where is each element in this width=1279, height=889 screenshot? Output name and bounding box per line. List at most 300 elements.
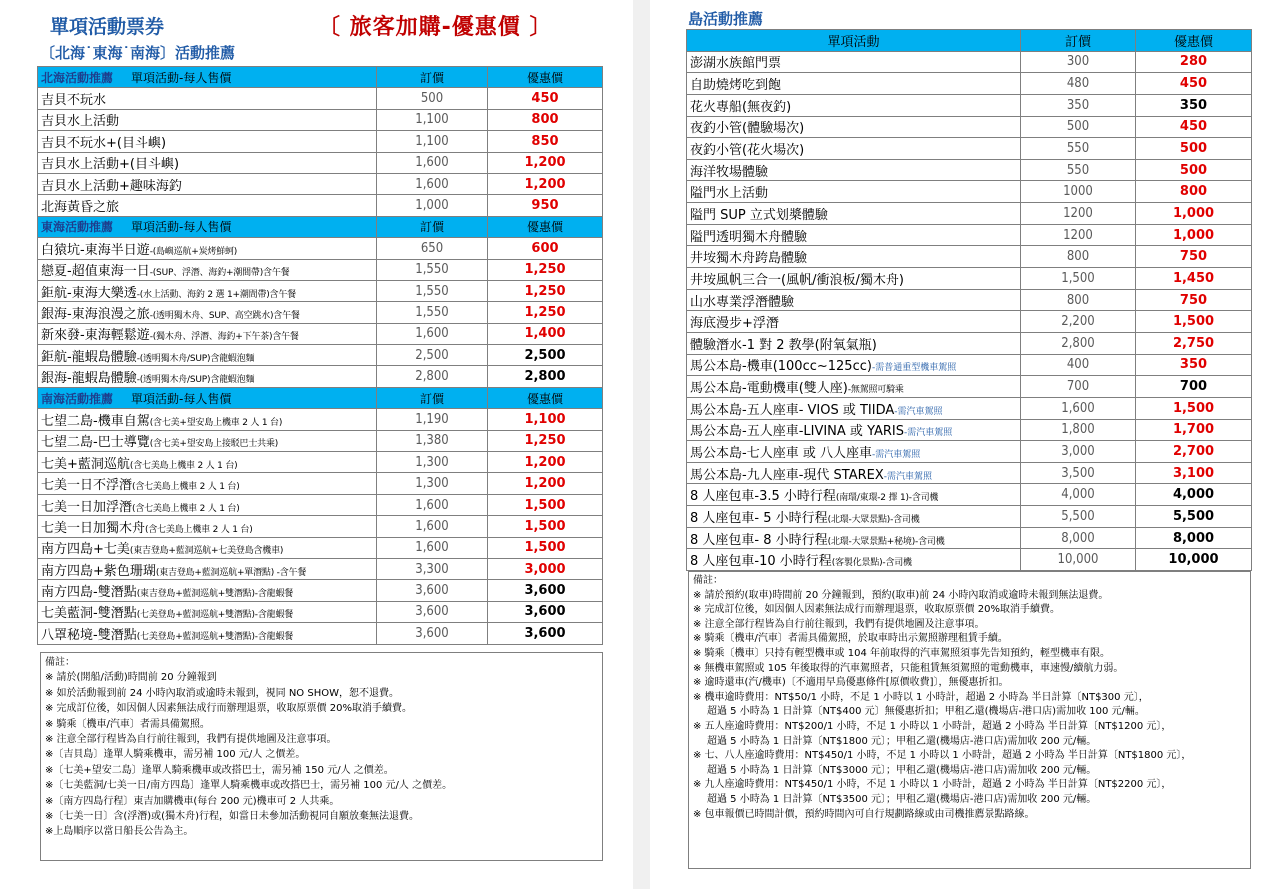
note-line: 超過 5 小時為 1 日計算〔NT$1800 元〕；甲租乙還(機場店-港口店)需加收 200 元/輛。 bbox=[707, 735, 1097, 747]
list-price: 1,600 bbox=[377, 537, 488, 558]
sale-price: 1,200 bbox=[488, 173, 603, 194]
activity-name: 鉅航-龍蝦島體驗 bbox=[41, 349, 137, 365]
activity-note: -(透明獨木舟/SUP)含龍蝦泡麵 bbox=[136, 375, 255, 386]
activity-note: (含七美島上機車 2 人 1 台) bbox=[145, 524, 253, 535]
activity-name: 馬公本島-電動機車(雙人座) bbox=[690, 381, 848, 397]
activity-name-cell bbox=[687, 159, 1021, 181]
activity-name: 吉貝水上活動+(目斗嶼) bbox=[41, 157, 180, 173]
sale-price: 500 bbox=[1136, 138, 1252, 160]
activity-note: (七美登島+藍洞巡航+雙潛點)-含龍蝦餐 bbox=[136, 610, 294, 621]
activity-name: 馬公本島-五人座車- VIOS 或 TIIDA bbox=[690, 402, 895, 418]
table-row bbox=[687, 224, 1252, 246]
activity-note: (北環-大眾景點)-含司機 bbox=[827, 514, 920, 525]
list-price: 1,600 bbox=[377, 516, 488, 537]
note-line: ※〔七美+望安二島〕逢單人騎乘機車或改搭巴士，需另補 150 元/人 之價差。 bbox=[45, 764, 394, 776]
activity-name-cell bbox=[38, 558, 377, 579]
list-price: 1000 bbox=[1021, 181, 1136, 203]
table-row bbox=[38, 580, 603, 601]
note-line: ※〔南方四島行程〕東吉加購機車(每台 200 元)機車可 2 人共乘。 bbox=[45, 795, 340, 807]
table-row bbox=[687, 138, 1252, 160]
activity-name-cell bbox=[687, 224, 1021, 246]
activity-name-cell bbox=[38, 109, 377, 130]
sale-price: 1,200 bbox=[488, 452, 603, 473]
sale-price: 1,500 bbox=[488, 516, 603, 537]
note-line: ※ 請於(開船/活動)時間前 20 分鐘報到 bbox=[45, 672, 217, 684]
activity-note: -需汽車駕照 bbox=[883, 471, 932, 482]
activity-name-cell bbox=[687, 506, 1021, 528]
activity-name-cell bbox=[38, 366, 377, 387]
activity-name: 8 人座包車-3.5 小時行程 bbox=[690, 489, 836, 505]
activity-name-cell bbox=[38, 195, 377, 216]
note-line: ※ 騎乘〔機車〕只持有輕型機車或 104 年前取得的汽車駕照須事先告知預約，輕型機車有限。 bbox=[693, 647, 1111, 659]
list-price: 2,800 bbox=[1021, 332, 1136, 354]
sale-price: 3,100 bbox=[1136, 462, 1252, 484]
list-price: 1200 bbox=[1021, 203, 1136, 225]
table-row bbox=[687, 527, 1252, 549]
note-line: ※ 注意全部行程皆為自行前往報到，我們有提供地圖及注意事項。 bbox=[45, 734, 337, 746]
list-price: 800 bbox=[1021, 289, 1136, 311]
list-price: 3,300 bbox=[377, 558, 488, 579]
activity-note: (含七美島上機車 2 人 1 台) bbox=[129, 460, 238, 471]
activity-name-cell bbox=[38, 238, 377, 259]
activity-name-cell bbox=[687, 181, 1021, 203]
activity-note: -需汽車駕照 bbox=[871, 449, 921, 460]
table-row bbox=[687, 181, 1252, 203]
activity-name-cell bbox=[38, 409, 377, 430]
col-header-price: 訂價 bbox=[377, 387, 488, 408]
note-line: ※ 注意全部行程皆為自行前往報到，我們有提供地圖及注意事項。 bbox=[693, 618, 985, 630]
list-price: 650 bbox=[377, 238, 488, 259]
activity-name: 自助燒烤吃到飽 bbox=[690, 78, 782, 94]
table-row bbox=[687, 73, 1252, 95]
list-price: 1,550 bbox=[377, 259, 488, 280]
activity-name-cell bbox=[38, 430, 377, 451]
activity-name: 戀夏-超值東海一日 bbox=[41, 264, 150, 280]
list-price: 3,600 bbox=[377, 623, 488, 644]
activity-note: (客製化景點)-含司機 bbox=[831, 558, 912, 569]
sale-price: 500 bbox=[1136, 159, 1252, 181]
sale-price: 750 bbox=[1136, 246, 1252, 268]
list-price: 1,550 bbox=[377, 280, 488, 301]
note-line: ※ 機車逾時費用：NT$50/1 小時，不足 1 小時以 1 小時計，超過 2 小時為 半日計算〔NT$300 元〕， bbox=[693, 691, 1149, 703]
note-line: ※ 九人座逾時費用：NT$450/1 小時，不足 1 小時以 1 小時計，超過 2 小時為 半日計算〔NT$2200 元〕， bbox=[693, 779, 1172, 791]
section-header bbox=[38, 216, 603, 237]
table-row bbox=[38, 195, 603, 216]
activity-name: 七美藍洞-雙潛點 bbox=[41, 606, 137, 622]
note-line: 超過 5 小時為 1 日計算〔NT$3000 元〕；甲租乙還(機場店-港口店)需加收 200 元/輛。 bbox=[707, 764, 1097, 776]
sale-price: 700 bbox=[1136, 376, 1252, 398]
col-header-sale: 優惠價 bbox=[488, 387, 603, 408]
list-price: 8,000 bbox=[1021, 527, 1136, 549]
section-title bbox=[38, 67, 377, 88]
sale-price: 1,200 bbox=[488, 152, 603, 173]
sale-price: 1,450 bbox=[1136, 268, 1252, 290]
sale-price: 1,000 bbox=[1136, 203, 1252, 225]
sale-price: 8,000 bbox=[1136, 527, 1252, 549]
sale-price: 450 bbox=[1136, 116, 1252, 138]
sale-price: 3,600 bbox=[488, 580, 603, 601]
list-price: 10,000 bbox=[1021, 549, 1136, 571]
list-price: 5,500 bbox=[1021, 506, 1136, 528]
list-price: 1,190 bbox=[377, 409, 488, 430]
activity-name-cell bbox=[38, 601, 377, 622]
page-title: 單項活動票券 bbox=[50, 16, 165, 38]
note-line: ※ 如於活動報到前 24 小時內取消或逾時未報到，視同 NO SHOW，恕不退費。 bbox=[45, 687, 399, 699]
table-row bbox=[38, 280, 603, 301]
activity-name: 吉貝不玩水 bbox=[41, 93, 107, 109]
activity-name-cell bbox=[687, 462, 1021, 484]
activity-name: 8 人座包車- 8 小時行程 bbox=[690, 532, 828, 548]
activity-name: 8 人座包車-10 小時行程 bbox=[690, 554, 832, 570]
activity-name: 體驗潛水-1 對 2 教學(附氧氣瓶) bbox=[690, 337, 877, 353]
list-price: 4,000 bbox=[1021, 484, 1136, 506]
list-price: 700 bbox=[1021, 376, 1136, 398]
table-row bbox=[687, 397, 1252, 419]
activity-name: 8 人座包車- 5 小時行程 bbox=[690, 510, 828, 526]
list-price: 1,600 bbox=[377, 152, 488, 173]
activity-name-cell bbox=[687, 397, 1021, 419]
table-row bbox=[687, 484, 1252, 506]
note-line: 備註： bbox=[693, 575, 723, 586]
activity-name: 山水專業浮潛體驗 bbox=[690, 294, 795, 310]
table-row bbox=[687, 116, 1252, 138]
section-desc: 單項活動-每人售價 bbox=[131, 220, 232, 235]
sale-price: 1,500 bbox=[1136, 397, 1252, 419]
table-row bbox=[687, 506, 1252, 528]
sale-price: 280 bbox=[1136, 51, 1252, 73]
activity-name-cell bbox=[38, 173, 377, 194]
table-row bbox=[38, 152, 603, 173]
activity-name-cell bbox=[687, 354, 1021, 376]
activity-note: -(透明獨木舟/SUP)含龍蝦泡麵 bbox=[136, 353, 255, 364]
list-price: 480 bbox=[1021, 73, 1136, 95]
note-line: ※ 七、八人座逾時費用：NT$450/1 小時，不足 1 小時以 1 小時計，超過 2 小時為 半日計算〔NT$1800 元〕， bbox=[693, 750, 1192, 762]
table-row bbox=[38, 558, 603, 579]
note-line: ※ 包車報價已時間計價，預約時間內可自行規劃路線或由司機推薦景點路線。 bbox=[693, 808, 1035, 820]
sale-price: 1,100 bbox=[488, 409, 603, 430]
col-header-price: 訂價 bbox=[377, 67, 488, 88]
table-row bbox=[687, 441, 1252, 463]
note-line: 超過 5 小時為 1 日計算〔NT$400 元〕無優惠折扣；甲租乙還(機場店-港口店)需加收 100 元/輛。 bbox=[707, 706, 1145, 718]
table-row bbox=[38, 366, 603, 387]
activity-name: 七望二島-機車自駕 bbox=[41, 413, 150, 429]
activity-note: -需普通重型機車駕照 bbox=[871, 363, 957, 374]
list-price: 500 bbox=[1021, 116, 1136, 138]
table-row bbox=[38, 473, 603, 494]
activity-name: 馬公本島-五人座車-LIVINA 或 YARIS bbox=[690, 424, 905, 440]
table-row bbox=[38, 601, 603, 622]
list-price: 3,000 bbox=[1021, 441, 1136, 463]
sale-price: 1,250 bbox=[488, 280, 603, 301]
table-row bbox=[687, 549, 1252, 571]
sale-price: 450 bbox=[1136, 73, 1252, 95]
activity-name: 銀海-東海浪漫之旅 bbox=[41, 306, 150, 322]
activity-note: -(獨木舟、浮潛、海釣+下午茶)含午餐 bbox=[149, 332, 299, 343]
activity-name-cell bbox=[38, 516, 377, 537]
activity-name-cell bbox=[687, 484, 1021, 506]
sale-price: 600 bbox=[488, 238, 603, 259]
activity-name-cell bbox=[687, 376, 1021, 398]
sale-price: 350 bbox=[1136, 94, 1252, 116]
activity-name: 七美一日加獨木舟 bbox=[41, 520, 146, 536]
sale-price: 800 bbox=[488, 109, 603, 130]
table-row bbox=[38, 430, 603, 451]
col-header-sale: 優惠價 bbox=[488, 216, 603, 237]
sale-price: 800 bbox=[1136, 181, 1252, 203]
left-page bbox=[0, 0, 633, 889]
sale-price: 3,600 bbox=[488, 623, 603, 644]
list-price: 3,600 bbox=[377, 580, 488, 601]
activity-name: 海洋牧場體驗 bbox=[690, 164, 769, 180]
activity-name: 馬公本島-機車(100cc~125cc) bbox=[690, 359, 872, 375]
activity-name-cell bbox=[687, 527, 1021, 549]
activity-name: 七美一日不浮潛 bbox=[41, 478, 133, 494]
activity-name: 南方四島-雙潛點 bbox=[41, 585, 137, 601]
note-line: ※ 逾時還車(汽/機車)〔不適用早鳥優惠條件[原價收費]〕，無優惠折扣。 bbox=[693, 677, 1009, 689]
activity-name: 井垵獨木舟跨島體驗 bbox=[690, 251, 808, 267]
sale-price: 1,400 bbox=[488, 323, 603, 344]
list-price: 800 bbox=[1021, 246, 1136, 268]
table-row bbox=[687, 419, 1252, 441]
list-price: 2,200 bbox=[1021, 311, 1136, 333]
list-price: 1,000 bbox=[377, 195, 488, 216]
list-price: 1,300 bbox=[377, 473, 488, 494]
activity-name-cell bbox=[687, 549, 1021, 571]
activity-note: (含七美+望安島上接駁巴士共乘) bbox=[149, 439, 279, 450]
activity-name: 吉貝水上活動 bbox=[41, 114, 120, 130]
table-row bbox=[687, 289, 1252, 311]
table-row bbox=[687, 332, 1252, 354]
section-title bbox=[38, 216, 377, 237]
activity-name: 馬公本島-七人座車 或 八人座車 bbox=[690, 445, 872, 461]
table-row bbox=[687, 51, 1252, 73]
activity-name-cell bbox=[38, 452, 377, 473]
activity-note: (東吉登島+藍洞巡航+七美登島含機車) bbox=[129, 546, 284, 557]
activity-name: 夜釣小管(體驗場次) bbox=[690, 121, 805, 137]
table-row bbox=[38, 516, 603, 537]
activity-name-cell bbox=[38, 280, 377, 301]
note-line: ※ 完成訂位後，如因個人因素無法成行而辦理退票，收取原票價 20%取消手續費。 bbox=[45, 703, 412, 715]
activity-note: -需汽車駕照 bbox=[904, 428, 953, 439]
sale-price: 1,000 bbox=[1136, 224, 1252, 246]
activity-name-cell bbox=[687, 116, 1021, 138]
right-page-title: 島活動推薦 bbox=[688, 10, 764, 28]
activity-name-cell bbox=[38, 345, 377, 366]
activity-name-cell bbox=[38, 623, 377, 644]
sale-price: 1,500 bbox=[1136, 311, 1252, 333]
sale-price: 2,500 bbox=[488, 345, 603, 366]
table-row bbox=[687, 376, 1252, 398]
activity-name-cell bbox=[687, 138, 1021, 160]
list-price: 1,600 bbox=[1021, 397, 1136, 419]
list-price: 1,600 bbox=[377, 173, 488, 194]
activity-name: 七望二島-巴士導覽 bbox=[41, 435, 150, 451]
activity-name: 夜釣小管(花火場次) bbox=[690, 143, 805, 159]
list-price: 1,800 bbox=[1021, 419, 1136, 441]
sale-price: 3,000 bbox=[488, 558, 603, 579]
activity-name: 鉅航-東海大樂透 bbox=[41, 285, 137, 301]
activity-name-cell bbox=[38, 259, 377, 280]
activity-name: 隘門透明獨木舟體驗 bbox=[690, 229, 808, 245]
activity-name: 南方四島+七美 bbox=[41, 542, 130, 558]
activity-note: -(透明獨木舟、SUP、高空跳水)含午餐 bbox=[149, 310, 300, 321]
activity-name: 新來發-東海輕鬆遊 bbox=[41, 328, 150, 344]
list-price: 350 bbox=[1021, 94, 1136, 116]
list-price: 1,380 bbox=[377, 430, 488, 451]
activity-name: 八罩秘境-雙潛點 bbox=[41, 627, 137, 643]
activity-note: (含七美島上機車 2 人 1 台) bbox=[132, 482, 240, 493]
left-price-table bbox=[37, 66, 603, 645]
list-price: 1200 bbox=[1021, 224, 1136, 246]
table-row bbox=[687, 203, 1252, 225]
right-notes-box bbox=[688, 571, 1251, 869]
table-row bbox=[687, 462, 1252, 484]
table-row bbox=[38, 302, 603, 323]
activity-name-cell bbox=[38, 152, 377, 173]
list-price: 2,500 bbox=[377, 345, 488, 366]
note-line: ※〔七美一日〕含(浮潛)或(獨木舟)行程，如當日未參加活動視同自願放棄無法退費。 bbox=[45, 811, 419, 823]
table-row bbox=[38, 131, 603, 152]
activity-name: 隘門 SUP 立式划槳體驗 bbox=[690, 207, 828, 223]
activity-name-cell bbox=[38, 302, 377, 323]
sale-price: 4,000 bbox=[1136, 484, 1252, 506]
activity-name-cell bbox=[687, 441, 1021, 463]
activity-note: (七美登島+藍洞巡航+雙潛點)-含龍蝦餐 bbox=[136, 631, 294, 642]
list-price: 3,600 bbox=[377, 601, 488, 622]
activity-name-cell bbox=[38, 88, 377, 109]
note-line: ※ 請於預約(取車)時間前 20 分鐘報到，預約(取車)前 24 小時內取消或逾時未報到無法退費。 bbox=[693, 589, 1109, 601]
sale-price: 5,500 bbox=[1136, 506, 1252, 528]
sale-price: 450 bbox=[488, 88, 603, 109]
activity-name: 吉貝不玩水+(目斗嶼) bbox=[41, 135, 167, 151]
list-price: 1,550 bbox=[377, 302, 488, 323]
table-row bbox=[38, 109, 603, 130]
table-row bbox=[687, 311, 1252, 333]
sale-price: 1,500 bbox=[488, 537, 603, 558]
table-row bbox=[38, 238, 603, 259]
section-desc: 單項活動-每人售價 bbox=[131, 70, 232, 85]
list-price: 2,800 bbox=[377, 366, 488, 387]
activity-name-cell bbox=[38, 323, 377, 344]
activity-name-cell bbox=[687, 289, 1021, 311]
activity-name: 銀海-龍蝦島體驗 bbox=[41, 371, 137, 387]
sale-price: 1,250 bbox=[488, 302, 603, 323]
page-subtitle: 〔北海˙東海˙南海〕活動推薦 bbox=[40, 44, 236, 62]
sale-price: 2,800 bbox=[488, 366, 603, 387]
activity-name-cell bbox=[687, 51, 1021, 73]
table-row bbox=[38, 452, 603, 473]
right-table-header bbox=[687, 30, 1252, 52]
table-row bbox=[687, 246, 1252, 268]
list-price: 300 bbox=[1021, 51, 1136, 73]
table-row bbox=[38, 537, 603, 558]
activity-note: -(島嶼巡航+炭烤鮮蚵) bbox=[149, 246, 238, 257]
section-header bbox=[38, 67, 603, 88]
table-row bbox=[38, 259, 603, 280]
note-line: 超過 5 小時為 1 日計算〔NT$3500 元〕；甲租乙還(機場店-港口店)需加收 200 元/輛。 bbox=[707, 793, 1097, 805]
note-line: ※〔吉貝島〕逢單人騎乘機車，需另補 100 元/人 之價差。 bbox=[45, 749, 306, 761]
activity-note: (北環-大眾景點+秘境)-含司機 bbox=[827, 536, 945, 547]
sale-price: 1,250 bbox=[488, 259, 603, 280]
list-price: 1,100 bbox=[377, 109, 488, 130]
section-header bbox=[38, 387, 603, 408]
list-price: 3,500 bbox=[1021, 462, 1136, 484]
table-row bbox=[687, 159, 1252, 181]
activity-name: 七美一日加浮潛 bbox=[41, 499, 133, 515]
activity-note: (南環/東環-2 擇 1)-含司機 bbox=[835, 493, 939, 504]
sale-price: 2,750 bbox=[1136, 332, 1252, 354]
list-price: 1,500 bbox=[1021, 268, 1136, 290]
note-line: ※ 五人座逾時費用：NT$200/1 小時，不足 1 小時以 1 小時計，超過 2 小時為 半日計算〔NT$1200 元〕， bbox=[693, 720, 1172, 732]
note-line: ※ 騎乘〔機車/汽車〕者需具備駕照，於取車時出示駕照辦理租賃手續。 bbox=[693, 633, 1008, 645]
note-line: ※上島順序以當日船長公告為主。 bbox=[45, 826, 194, 838]
sale-price: 350 bbox=[1136, 354, 1252, 376]
col-header-activity: 單項活動 bbox=[687, 30, 1021, 52]
activity-name-cell bbox=[687, 94, 1021, 116]
activity-name: 南方四島+紫色珊瑚 bbox=[41, 563, 156, 579]
activity-name: 花火專船(無夜釣) bbox=[690, 99, 792, 115]
table-row bbox=[38, 409, 603, 430]
col-header-sale: 優惠價 bbox=[1136, 30, 1252, 52]
sale-price: 950 bbox=[488, 195, 603, 216]
activity-note: -(水上活動、海釣 2 選 1+潮間帶)含午餐 bbox=[136, 289, 296, 300]
list-price: 500 bbox=[377, 88, 488, 109]
list-price: 550 bbox=[1021, 138, 1136, 160]
activity-name: 隘門水上活動 bbox=[690, 186, 769, 202]
table-row bbox=[38, 494, 603, 515]
sale-price: 1,250 bbox=[488, 430, 603, 451]
activity-note: -無駕照可騎乘 bbox=[847, 385, 904, 396]
activity-note: (東吉登島+藍洞巡航+雙潛點)-含龍蝦餐 bbox=[136, 589, 294, 600]
table-row bbox=[38, 88, 603, 109]
right-price-table bbox=[686, 29, 1252, 571]
sale-price: 2,700 bbox=[1136, 441, 1252, 463]
activity-name: 吉貝水上活動+趣味海釣 bbox=[41, 178, 182, 194]
activity-name-cell bbox=[687, 73, 1021, 95]
activity-name: 白猿坑-東海半日遊 bbox=[41, 242, 150, 258]
sale-price: 10,000 bbox=[1136, 549, 1252, 571]
activity-name-cell bbox=[687, 311, 1021, 333]
list-price: 1,300 bbox=[377, 452, 488, 473]
promo-title: 〔 旅客加購-優惠價 〕 bbox=[318, 15, 553, 40]
activity-name-cell bbox=[38, 473, 377, 494]
sale-price: 750 bbox=[1136, 289, 1252, 311]
activity-name: 井垵風帆三合一(風帆/衝浪板/獨木舟) bbox=[690, 272, 904, 288]
section-name: 東海活動推薦 bbox=[41, 220, 114, 235]
activity-name: 海底漫步+浮潛 bbox=[690, 316, 779, 332]
activity-note: -需汽車駕照 bbox=[894, 406, 943, 417]
note-line: ※〔七美藍洞/七美一日/南方四島〕逢單人騎乘機車或改搭巴士，需另補 100 元/人 之價差。 bbox=[45, 780, 453, 792]
activity-name-cell bbox=[38, 537, 377, 558]
activity-name-cell bbox=[687, 332, 1021, 354]
list-price: 1,600 bbox=[377, 494, 488, 515]
activity-name-cell bbox=[687, 419, 1021, 441]
table-row bbox=[38, 345, 603, 366]
table-row bbox=[687, 94, 1252, 116]
right-page bbox=[650, 0, 1279, 889]
section-name: 南海活動推薦 bbox=[41, 391, 114, 406]
activity-note: (含七美+望安島上機車 2 人 1 台) bbox=[149, 417, 283, 428]
activity-name-cell bbox=[38, 580, 377, 601]
table-row bbox=[687, 354, 1252, 376]
list-price: 400 bbox=[1021, 354, 1136, 376]
activity-note: (含七美島上機車 2 人 1 台) bbox=[132, 503, 240, 514]
section-name: 北海活動推薦 bbox=[41, 70, 114, 85]
activity-name-cell bbox=[38, 131, 377, 152]
col-header-price: 訂價 bbox=[1021, 30, 1136, 52]
activity-name: 馬公本島-九人座車-現代 STAREX bbox=[690, 467, 884, 483]
table-row bbox=[38, 623, 603, 644]
